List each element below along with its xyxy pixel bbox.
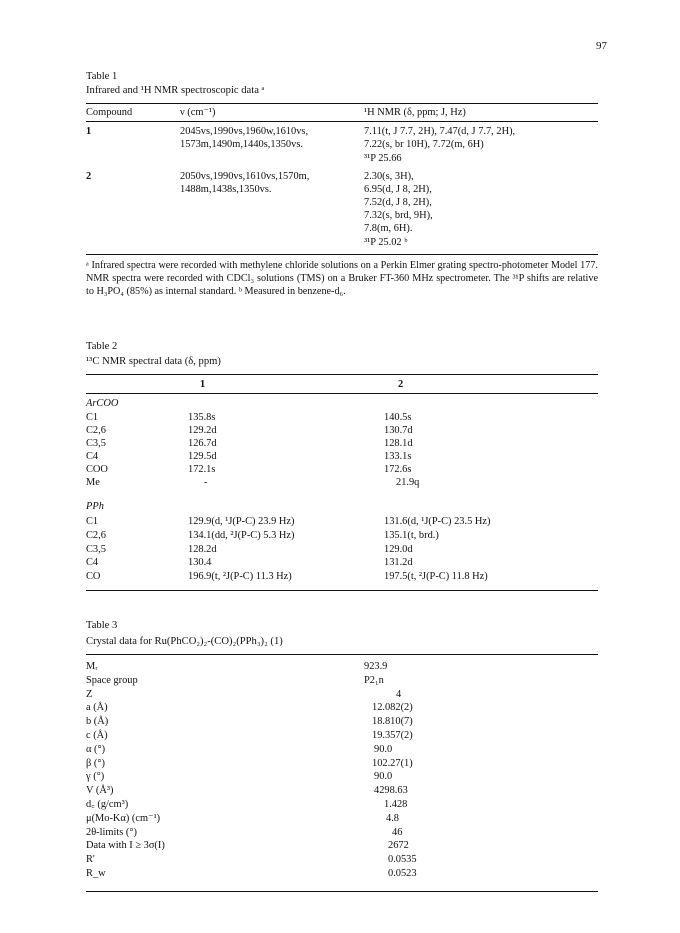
table2-arcoo-row5-label: COO (86, 464, 108, 475)
table2-pph-row3-val1: 128.2d (188, 544, 217, 555)
table1-header-nmr: ¹H NMR (δ, ppm; J, Hz) (364, 107, 466, 118)
table1-row2-nmr-line4: 7.32(s, brd, 9H), (364, 210, 433, 221)
table1-row1-ir-line1: 2045vs,1990vs,1960w,1610vs, (180, 126, 309, 137)
table3-row-value: 19.357(2) (372, 730, 413, 741)
table3-row-value: 4 (396, 688, 402, 700)
table2-pph-row1-val2: 131.6(d, ¹J(P-C) 23.5 Hz) (384, 516, 491, 527)
table3-row-label: μ(Mo-Kα) (cm⁻¹) (86, 812, 161, 824)
table1-row1-nmr-line1: 7.11(t, J 7.7, 2H), 7.47(d, J 7.7, 2H), (364, 126, 516, 137)
table3-row-value: 102.27(1) (372, 757, 413, 769)
table3-row-value: P2₁n (364, 674, 384, 686)
table2-section-arcoo: ArCOO (86, 398, 119, 409)
table3-row-label: γ (°) (86, 771, 105, 783)
table2-arcoo-row3-label: C3,5 (86, 438, 106, 449)
table3-row-value: 18.810(7) (372, 716, 413, 728)
table3-label: Table 3 (86, 620, 118, 631)
table1-row2-nmr-line6: ³¹P 25.02 ᵇ (364, 237, 408, 248)
table3-row-label: Space group (86, 674, 138, 686)
table1-row1-compound: 1 (86, 126, 92, 137)
table2-pph-row5-label: CO (86, 571, 101, 582)
table2-pph-row2-label: C2,6 (86, 530, 106, 541)
table2-arcoo-row3-val2: 128.1d (384, 438, 413, 449)
table3-row-value: 0.0523 (388, 868, 417, 879)
table2-arcoo-row1-label: C1 (86, 412, 99, 423)
table1-top-rule (86, 103, 598, 104)
table1-row1-ir-line2: 1573m,1490m,1440s,1350vs. (180, 139, 303, 150)
table1-header-compound: Compound (86, 107, 133, 118)
table3-row-label: α (°) (86, 743, 106, 755)
table3-row-label: V (Å³) (86, 785, 114, 797)
table2-pph-row1-label: C1 (86, 516, 99, 527)
table3-top-rule (86, 654, 598, 655)
table2-arcoo-row1-val2: 140.5s (384, 412, 412, 423)
table2-pph-row2-val1: 134.1(dd, ²J(P-C) 5.3 Hz) (188, 530, 295, 541)
table3-row-value: 4.8 (386, 812, 399, 824)
table2-pph-row4-val1: 130.4 (188, 557, 212, 568)
table1-row2-nmr-line2: 6.95(d, J 8, 2H), (364, 184, 432, 195)
table1-row2-ir-line2: 1488m,1438s,1350vs. (180, 184, 272, 195)
table3-row-label: R_w (86, 868, 106, 879)
table1-header-rule (86, 121, 598, 122)
table1-bottom-rule (86, 254, 598, 255)
table2-arcoo-row2-label: C2,6 (86, 425, 106, 436)
table3-row-label: d꜀ (g/cm³) (86, 799, 129, 810)
table2-pph-row3-val2: 129.0d (384, 544, 413, 555)
table1-row1-nmr-line2: 7.22(s, br 10H), 7.72(m, 6H) (364, 139, 484, 150)
table3-bottom-rule (86, 891, 598, 892)
table2-pph-row2-val2: 135.1(t, brd.) (384, 530, 439, 541)
table2-arcoo-row4-val1: 129.5d (188, 451, 217, 462)
table2-pph-row1-val1: 129.9(d, ¹J(P-C) 23.9 Hz) (188, 516, 295, 527)
table2-arcoo-row4-label: C4 (86, 451, 99, 462)
table2-arcoo-row6-val2: 21.9q (396, 477, 420, 488)
table1-footnote: ᵃ Infrared spectra were recorded with methylene chloride solutions on a Perkin Elmer grating spectro-photometer Model 177. NMR spectra were recorded with CDCl₃ solutions (TMS) on a Bruker FT-360 MHz spectrometer. The ³¹P shifts are relative to H₃PO₄ (85%) as internal standard. ᵇ Measured in benzene-d₆. (86, 260, 598, 297)
table2-arcoo-row4-val2: 133.1s (384, 451, 412, 462)
table2-arcoo-row3-val1: 126.7d (188, 438, 217, 449)
table2-pph-row4-val2: 131.2d (384, 557, 413, 568)
table3-row-label: Data with I ≥ 3σ(I) (86, 840, 165, 852)
table2-pph-row3-label: C3,5 (86, 544, 106, 555)
table2-arcoo-row5-val2: 172.6s (384, 464, 412, 475)
table1-row2-compound: 2 (86, 171, 92, 182)
table2-col-header-1: 1 (200, 379, 206, 390)
table3-title: Crystal data for Ru(PhCO₂)₂-(CO)₂(PPh₃)₂ (1) (86, 636, 283, 647)
table3-row-label: Z (86, 688, 93, 700)
table2-arcoo-row6-val1: - (204, 477, 208, 488)
table2-pph-row5-val2: 197.5(t, ²J(P-C) 11.8 Hz) (384, 571, 488, 582)
table1-label: Table 1 (86, 71, 118, 82)
table2-arcoo-row2-val1: 129.2d (188, 425, 217, 436)
table3-row-label: a (Å) (86, 702, 108, 714)
table2-arcoo-row6-label: Me (86, 477, 100, 488)
table3-row-label: β (°) (86, 757, 105, 769)
table2-arcoo-row5-val1: 172.1s (188, 464, 216, 475)
table2-header-rule (86, 393, 598, 394)
table3-row-value: 90.0 (374, 771, 393, 783)
table3-row-value: 1.428 (384, 799, 408, 810)
table3-row-value: 90.0 (374, 743, 393, 755)
table3-row-value: 2672 (388, 840, 409, 852)
table3-row-value: 0.0535 (388, 854, 417, 866)
table2-title: ¹³C NMR spectral data (δ, ppm) (86, 356, 221, 367)
table2-label: Table 2 (86, 341, 118, 352)
table2-section-pph: PPh (86, 501, 104, 512)
table1-title: Infrared and ¹H NMR spectroscopic data ᵃ (86, 85, 265, 96)
table1-row2-nmr-line5: 7.8(m, 6H). (364, 223, 413, 234)
table1-row2-ir-line1: 2050vs,1990vs,1610vs,1570m, (180, 171, 310, 182)
table1-header-ir: ν (cm⁻¹) (180, 107, 216, 118)
table3-row-label: 2θ-limits (°) (86, 826, 137, 838)
table2-pph-row5-val1: 196.9(t, ²J(P-C) 11.3 Hz) (188, 571, 292, 582)
table3-row-label: b (Å) (86, 716, 109, 728)
table2-top-rule (86, 374, 598, 375)
table3-row-label: c (Å) (86, 730, 108, 741)
page-number: 97 (596, 40, 607, 52)
table1-row2-nmr-line1: 2.30(s, 3H), (364, 171, 414, 182)
table2-arcoo-row2-val2: 130.7d (384, 425, 413, 436)
table2-col-header-2: 2 (398, 379, 404, 390)
table3-row-value: 4298.63 (374, 785, 408, 797)
table1-row2-nmr-line3: 7.52(d, J 8, 2H), (364, 197, 432, 208)
table2-arcoo-row1-val1: 135.8s (188, 412, 216, 423)
table3-row-label: Mᵣ (86, 661, 98, 672)
table2-bottom-rule (86, 590, 598, 591)
table3-row-value: 46 (392, 826, 403, 838)
table3-row-value: 923.9 (364, 661, 388, 672)
table1-row1-nmr-line3: ³¹P 25.66 (364, 153, 402, 164)
table3-row-value: 12.082(2) (372, 702, 413, 714)
table2-pph-row4-label: C4 (86, 557, 99, 568)
table3-row-label: R' (86, 854, 95, 866)
